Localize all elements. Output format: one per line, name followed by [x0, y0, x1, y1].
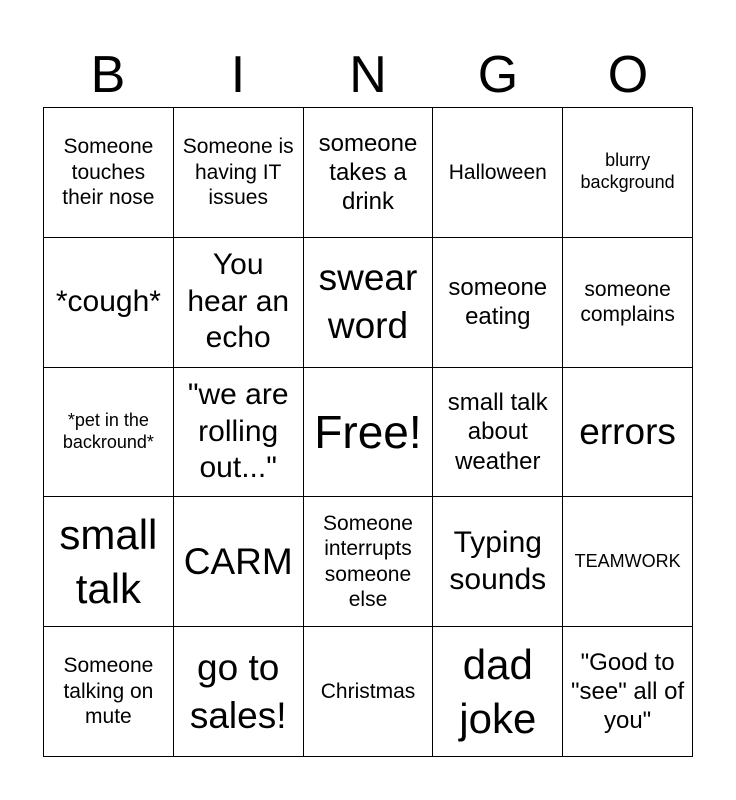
bingo-cell[interactable] [304, 108, 434, 238]
free-space-cell[interactable] [304, 368, 434, 498]
header-letter-b: B [90, 46, 126, 104]
cell-label: You hear an echo [187, 248, 290, 355]
bingo-cell[interactable] [563, 238, 693, 368]
bingo-cell[interactable] [433, 627, 563, 757]
bingo-cell[interactable] [44, 108, 174, 238]
bingo-cell[interactable] [174, 627, 304, 757]
bingo-cell[interactable] [563, 627, 693, 757]
cell-label: Someone interrupts someone else [323, 511, 413, 612]
cell-label: small talk [59, 511, 158, 612]
cell-label: someone takes a drink [318, 129, 418, 216]
bingo-cell[interactable] [174, 238, 304, 368]
header-letter-o: O [607, 46, 649, 104]
bingo-cell[interactable] [44, 627, 174, 757]
bingo-cell[interactable] [44, 238, 174, 368]
header-letter-n: N [349, 46, 387, 104]
cell-label: go to sales! [189, 646, 287, 736]
cell-label: Typing sounds [449, 526, 547, 596]
cell-label: someone eating [448, 273, 548, 331]
bingo-cell[interactable] [174, 368, 304, 498]
bingo-cell[interactable] [304, 627, 434, 757]
free-space-label: Free! [314, 405, 422, 458]
cell-label: errors [579, 410, 676, 452]
bingo-cell[interactable] [174, 108, 304, 238]
bingo-cell[interactable] [563, 368, 693, 498]
cell-label: *pet in the backround* [62, 410, 154, 452]
cell-label: Christmas [320, 679, 416, 703]
bingo-cell[interactable] [433, 497, 563, 627]
bingo-cell[interactable] [433, 238, 563, 368]
bingo-cell[interactable] [304, 238, 434, 368]
cell-label: Someone talking on mute [63, 654, 154, 729]
cell-label: *cough* [55, 284, 161, 318]
cell-label: dad joke [459, 640, 537, 742]
bingo-cell[interactable] [433, 108, 563, 238]
cell-label: "Good to "see" all of you" [571, 648, 685, 735]
cell-label: TEAMWORK [574, 550, 681, 571]
cell-label: "we are rolling out..." [187, 378, 289, 485]
header-letter-i: I [230, 46, 246, 104]
bingo-cell[interactable] [563, 108, 693, 238]
cell-label: someone complains [580, 277, 675, 327]
bingo-header [43, 44, 693, 106]
bingo-cell[interactable] [563, 497, 693, 627]
bingo-cell[interactable] [44, 497, 174, 627]
bingo-board [43, 107, 693, 757]
cell-label: swear word [318, 257, 418, 347]
bingo-cell[interactable] [174, 497, 304, 627]
cell-label: Someone touches their nose [62, 134, 155, 210]
cell-label: blurry background [580, 150, 675, 193]
cell-label: small talk about weather [447, 389, 548, 475]
cell-label: Someone is having IT issues [182, 134, 294, 210]
bingo-cell[interactable] [304, 497, 434, 627]
cell-label: CARM [183, 540, 293, 582]
bingo-cell[interactable] [433, 368, 563, 498]
header-letter-g: G [477, 46, 519, 104]
cell-label: Halloween [448, 160, 547, 184]
bingo-cell[interactable] [44, 368, 174, 498]
